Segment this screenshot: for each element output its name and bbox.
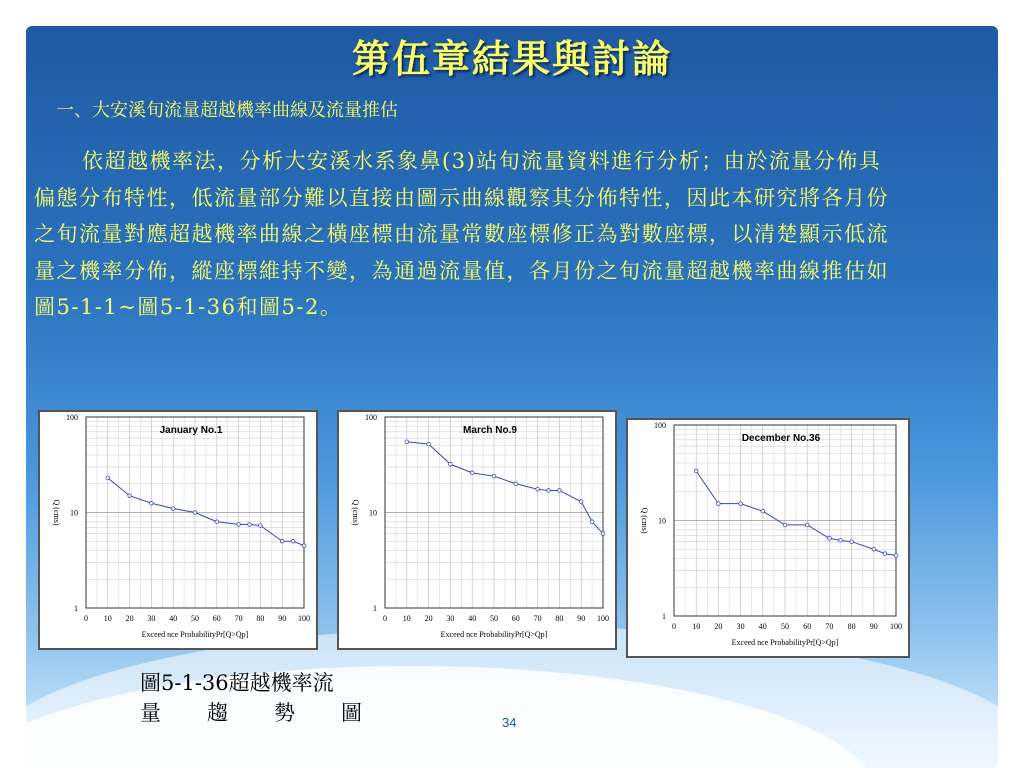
data-point: [237, 523, 241, 527]
chart-december-svg: [628, 420, 908, 656]
x-tick-label: 30: [736, 622, 745, 631]
caption-char: 勢: [274, 701, 295, 725]
x-tick-label: 0: [84, 614, 88, 623]
x-tick-label: 30: [147, 614, 156, 623]
caption-char: 圖: [341, 701, 362, 725]
caption-char: 趨: [207, 701, 228, 725]
y-tick-label: 100: [365, 413, 377, 422]
y-tick-label: 1: [373, 604, 377, 613]
data-point: [579, 500, 583, 504]
x-tick-label: 70: [533, 614, 542, 623]
x-axis-label: Exceed nce ProbabilityPr[Q>Qp]: [440, 630, 548, 639]
x-tick-label: 70: [825, 622, 834, 631]
data-point: [547, 489, 551, 493]
data-point: [215, 520, 219, 524]
slide-title: 第伍章結果與討論: [351, 36, 672, 81]
x-tick-label: 60: [511, 614, 520, 623]
data-point: [128, 494, 132, 498]
x-tick-label: 90: [869, 622, 878, 631]
y-tick-label: 10: [658, 516, 666, 526]
data-point: [470, 471, 474, 475]
x-tick-label: 10: [402, 614, 411, 623]
data-point: [280, 539, 284, 543]
data-point: [150, 501, 154, 505]
data-point: [761, 509, 765, 513]
x-tick-label: 50: [191, 614, 199, 623]
body-paragraph: 依超越機率法，分析大安溪水系象鼻(3)站旬流量資料進行分析；由於流量分佈具偏態分布特性，低流量部分難以直接由圖示曲線觀察其分佈特性，因此本研究將各月份之旬流量對應超越機率曲線之橫座標由流量常數座標修正為對數座標，以清楚顯示低流量之機率分佈，縱座標維持不變，為通過流量值，各月份之旬流量超越機率曲線推估如圖5-1-1~圖5-1-36和圖5-2。: [34, 149, 889, 320]
x-tick-label: 90: [278, 614, 287, 623]
y-tick-label: 10: [70, 508, 78, 518]
data-point: [248, 523, 252, 527]
data-point: [601, 532, 605, 536]
figure-caption: [140, 668, 380, 728]
data-point: [171, 507, 175, 511]
y-axis-label: Q (cms): [640, 507, 649, 534]
x-tick-label: 80: [256, 614, 265, 623]
data-point: [883, 552, 887, 556]
x-tick-label: 100: [890, 622, 902, 631]
y-tick-label: 10: [369, 508, 377, 518]
data-point: [302, 544, 306, 548]
y-axis-label: Q (cms): [52, 499, 61, 526]
x-tick-label: 100: [597, 614, 609, 623]
x-tick-label: 50: [781, 622, 789, 631]
x-tick-label: 20: [424, 614, 433, 623]
x-tick-label: 80: [847, 622, 856, 631]
page-number: 34: [502, 715, 517, 730]
x-tick-label: 0: [383, 614, 387, 623]
data-point: [193, 511, 197, 515]
data-point: [405, 440, 409, 444]
caption-line-1: 圖5-1-36超越機率流: [140, 671, 334, 695]
data-point: [590, 520, 594, 524]
chart-march-svg: [339, 412, 615, 648]
x-tick-label: 40: [758, 622, 767, 631]
x-axis-label: Exceed nce ProbabilityPr[Q>Qp]: [731, 638, 839, 647]
caption-line-2: [140, 698, 362, 728]
x-tick-label: 80: [555, 614, 564, 623]
y-tick-label: 1: [662, 612, 666, 621]
caption-char: 量: [140, 701, 161, 725]
x-tick-label: 10: [103, 614, 112, 623]
data-point: [717, 502, 721, 506]
data-point: [872, 547, 876, 551]
x-tick-label: 60: [212, 614, 221, 623]
chart-title: March No.9: [463, 425, 517, 436]
data-point: [259, 524, 263, 528]
data-point: [783, 523, 787, 527]
x-tick-label: 90: [577, 614, 586, 623]
x-tick-label: 40: [468, 614, 477, 623]
x-tick-label: 60: [803, 622, 812, 631]
x-tick-label: 20: [125, 614, 134, 623]
x-tick-label: 50: [490, 614, 498, 623]
chart-title: January No.1: [159, 425, 223, 436]
x-tick-label: 10: [692, 622, 701, 631]
data-point: [449, 462, 453, 466]
x-tick-label: 0: [672, 622, 676, 631]
chart-january-svg: [40, 412, 316, 648]
y-tick-label: 1: [74, 604, 78, 613]
x-tick-label: 30: [446, 614, 455, 623]
data-point: [106, 476, 110, 480]
data-point: [694, 469, 698, 473]
y-axis-label: Q (cms): [351, 499, 360, 526]
chart-title: December No.36: [741, 433, 821, 444]
data-point: [514, 482, 518, 486]
data-point: [894, 554, 898, 558]
data-point: [805, 523, 809, 527]
data-point: [739, 502, 743, 506]
data-point: [850, 540, 854, 544]
data-point: [427, 442, 431, 446]
chart-january: [38, 410, 318, 650]
y-tick-label: 100: [654, 421, 666, 430]
x-tick-label: 100: [298, 614, 310, 623]
data-point: [492, 474, 496, 478]
y-tick-label: 100: [66, 413, 78, 422]
slide-subtitle: 一、大安溪旬流量超越機率曲線及流量推估: [56, 100, 398, 121]
chart-march: [337, 410, 617, 650]
x-tick-label: 70: [234, 614, 243, 623]
data-point: [839, 539, 843, 543]
data-point: [536, 487, 540, 491]
chart-december: [626, 418, 910, 658]
data-point: [558, 489, 562, 493]
x-axis-label: Exceed nce ProbabilityPr[Q>Qp]: [141, 630, 249, 639]
data-point: [828, 537, 832, 541]
x-tick-label: 20: [714, 622, 723, 631]
x-tick-label: 40: [169, 614, 178, 623]
data-point: [291, 539, 295, 543]
